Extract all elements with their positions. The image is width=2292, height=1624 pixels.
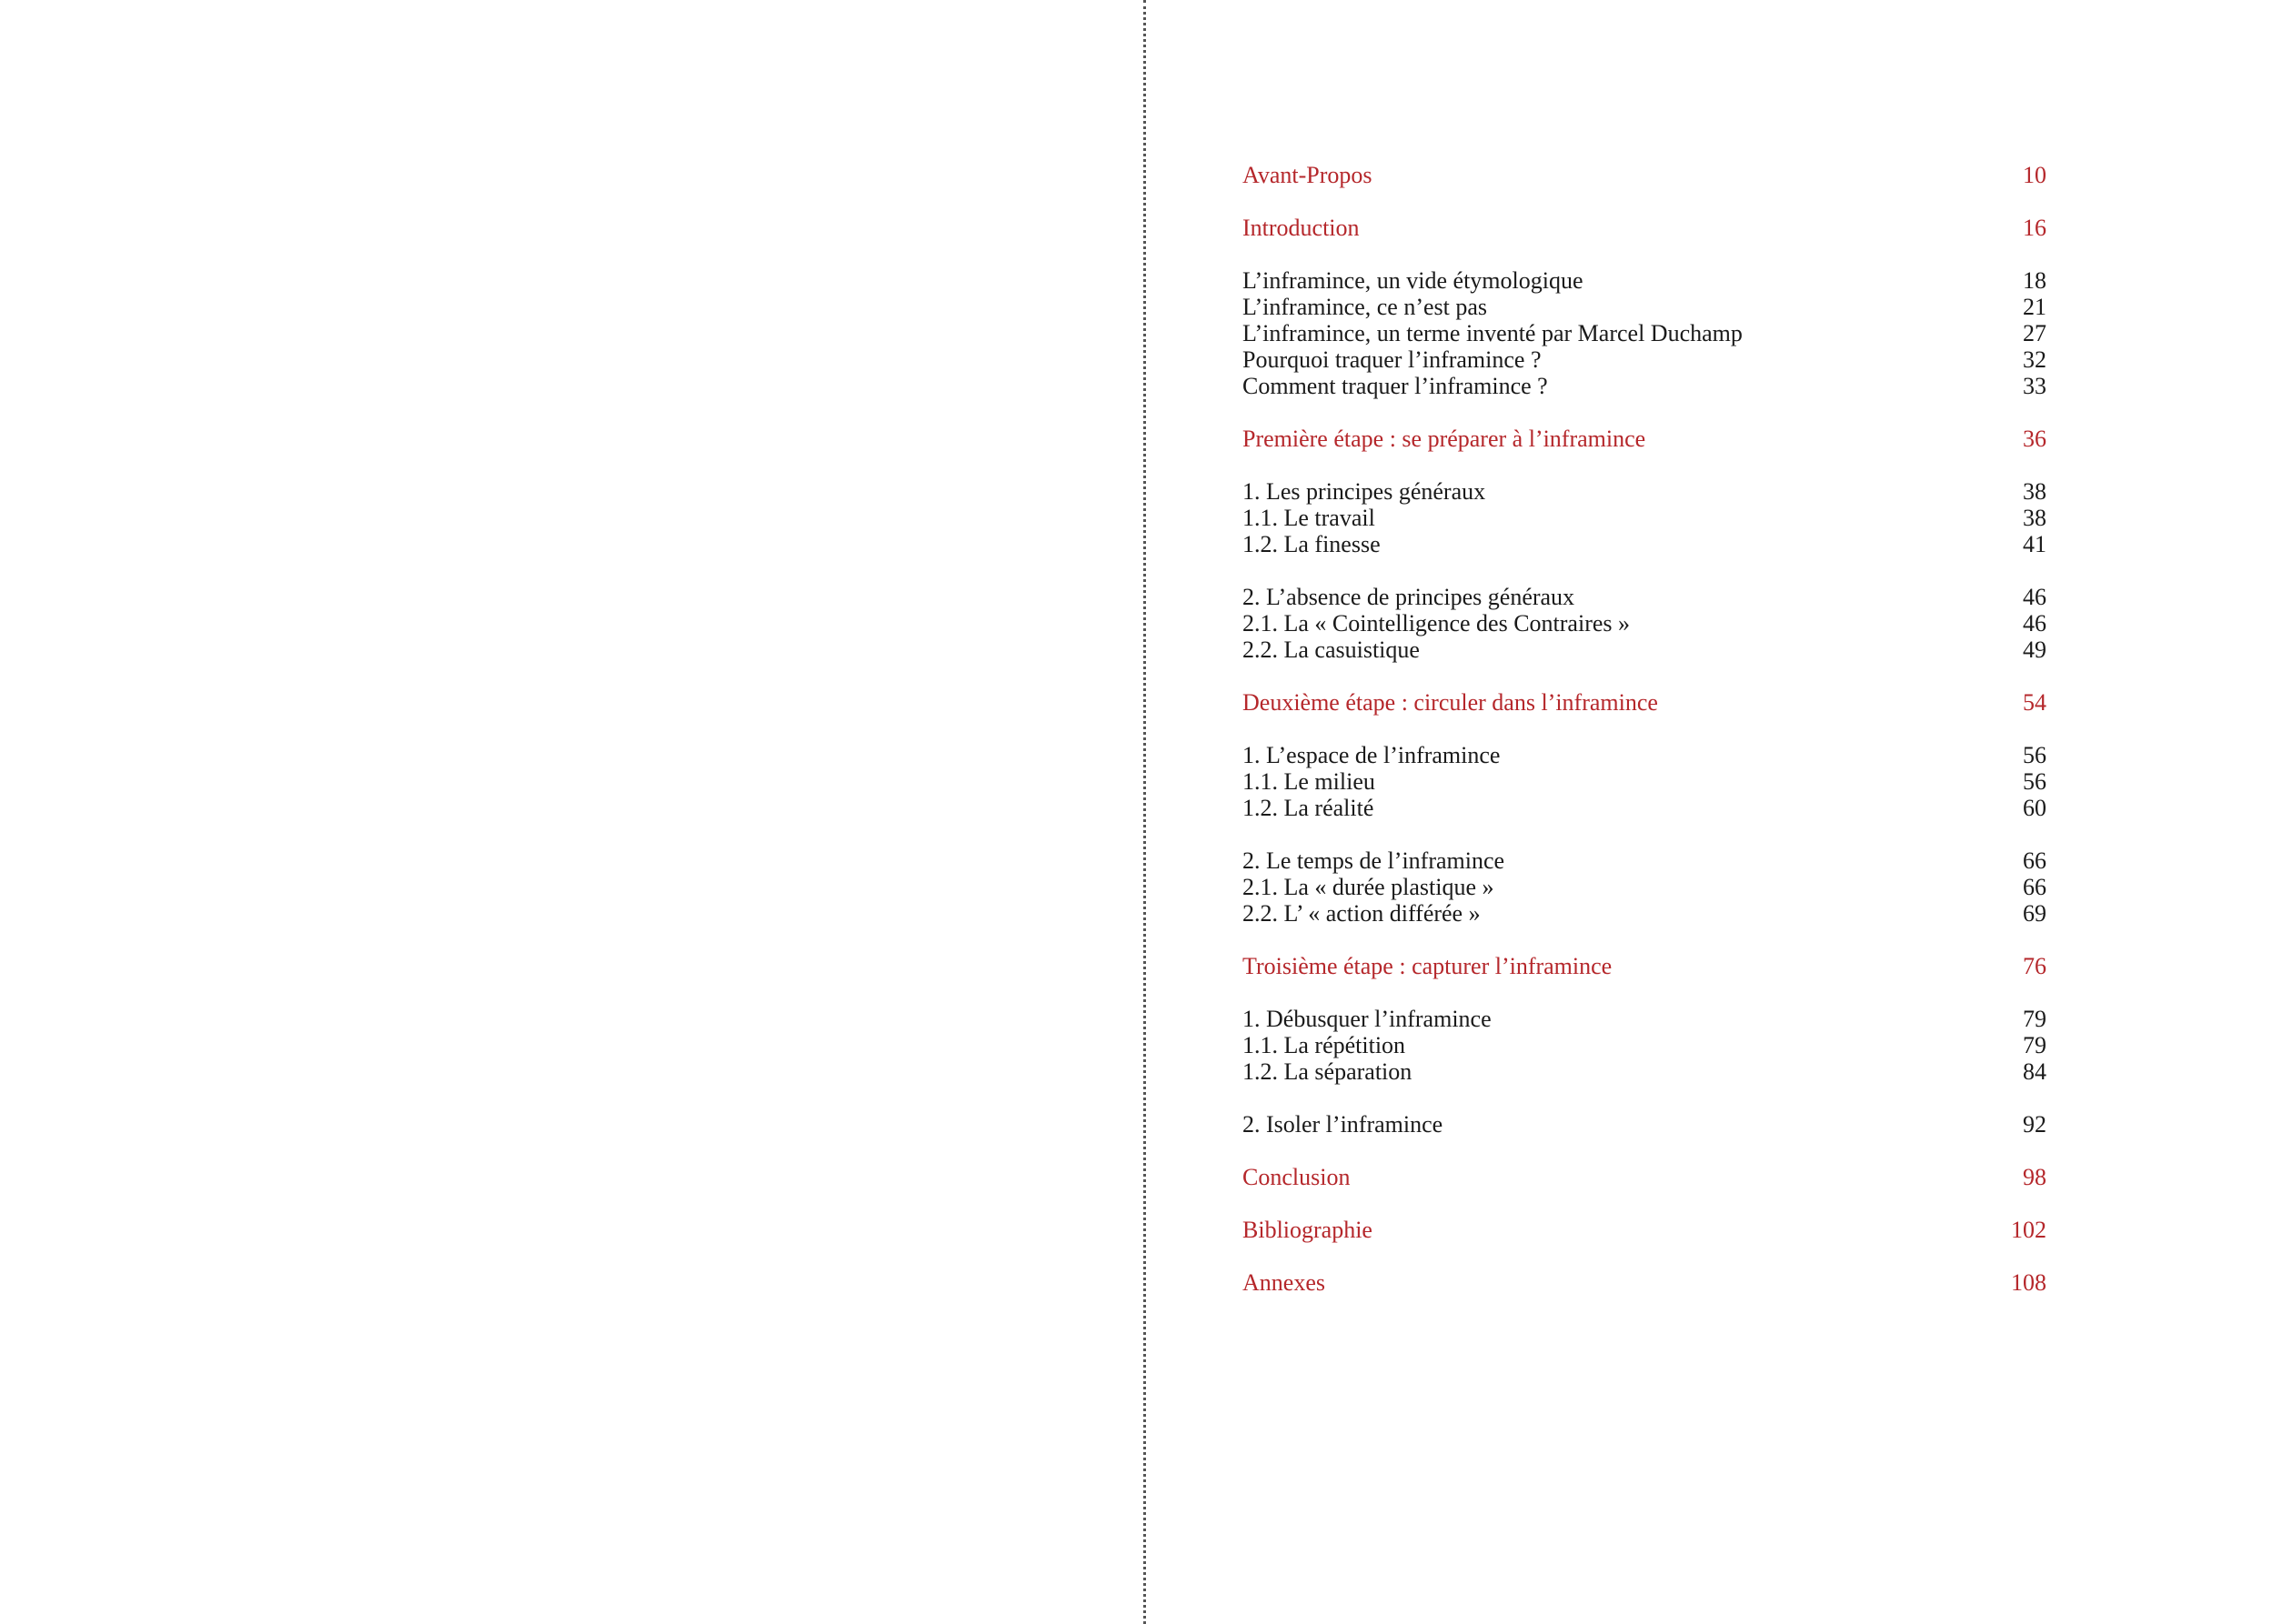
toc-entry-row: [1242, 320, 2046, 346]
toc-page-number: 60: [2023, 795, 2046, 821]
toc-entry-row: [1242, 768, 2046, 795]
toc-entry-title: 2.1. La « Cointelligence des Contraires »: [1242, 610, 1631, 637]
toc-spacer: [1242, 188, 2046, 215]
toc-page-number: 76: [2023, 953, 2046, 979]
toc-entry-row: [1242, 1032, 2046, 1058]
toc-entry-row: [1242, 874, 2046, 900]
toc-entry-row: [1242, 531, 2046, 557]
toc-entry-row: [1242, 610, 2046, 637]
toc-chapter-row: [1242, 689, 2046, 716]
toc-entry-title: Pourquoi traquer l’inframince ?: [1242, 346, 1542, 373]
toc-page-number: 98: [2023, 1164, 2046, 1190]
toc-entry-title: 1.2. La réalité: [1242, 795, 1374, 821]
toc-page-number: 69: [2023, 900, 2046, 927]
toc-page-number: 32: [2023, 346, 2046, 373]
toc-chapter-row: [1242, 953, 2046, 979]
toc-entry-row: [1242, 847, 2046, 874]
toc-page-number: 56: [2023, 742, 2046, 768]
toc-page-number: 49: [2023, 637, 2046, 663]
toc-entry-row: [1242, 742, 2046, 768]
toc-entry-title: Conclusion: [1242, 1164, 1351, 1190]
toc-entry-title: 2. Isoler l’inframince: [1242, 1111, 1443, 1138]
toc-entry-title: 2.1. La « durée plastique »: [1242, 874, 1494, 900]
toc-entry-row: [1242, 346, 2046, 373]
toc-entry-row: [1242, 795, 2046, 821]
toc-entry-row: [1242, 478, 2046, 505]
toc-page-number: 46: [2023, 610, 2046, 637]
toc-page-number: 38: [2023, 478, 2046, 505]
toc-page-number: 66: [2023, 847, 2046, 874]
toc-entry-row: [1242, 294, 2046, 320]
toc-spacer: [1242, 1190, 2046, 1217]
toc-spacer: [1242, 663, 2046, 689]
toc-chapter-row: [1242, 1269, 2046, 1296]
toc-entry-row: [1242, 505, 2046, 531]
toc-page-number: 54: [2023, 689, 2046, 716]
toc-spacer: [1242, 979, 2046, 1006]
toc-entry-title: 1.2. La séparation: [1242, 1058, 1412, 1085]
toc-entry-title: 2. L’absence de principes généraux: [1242, 584, 1575, 610]
toc-entry-title: Introduction: [1242, 215, 1360, 241]
toc-chapter-row: [1242, 1164, 2046, 1190]
toc-chapter-row: [1242, 215, 2046, 241]
toc-spacer: [1242, 927, 2046, 953]
toc-entry-title: Avant-Propos: [1242, 162, 1372, 188]
toc-chapter-row: [1242, 162, 2046, 188]
toc-spacer: [1242, 821, 2046, 847]
toc-entry-title: 1. L’espace de l’inframince: [1242, 742, 1501, 768]
toc-page-number: 66: [2023, 874, 2046, 900]
toc-page-number: 84: [2023, 1058, 2046, 1085]
toc-entry-title: L’inframince, ce n’est pas: [1242, 294, 1488, 320]
toc-entry-title: L’inframince, un terme inventé par Marcel Duchamp: [1242, 320, 1743, 346]
toc-spacer: [1242, 716, 2046, 742]
toc-entry-title: Première étape : se préparer à l’inframince: [1242, 426, 1646, 452]
toc-entry-row: [1242, 900, 2046, 927]
toc-page-number: 79: [2023, 1032, 2046, 1058]
left-page-blank: [0, 0, 1142, 1624]
toc-entry-title: 1.1. La répétition: [1242, 1032, 1406, 1058]
toc-entry-title: 1. Débusquer l’inframince: [1242, 1006, 1492, 1032]
toc-page-number: 102: [2011, 1217, 2046, 1243]
toc-entry-title: 1.1. Le travail: [1242, 505, 1375, 531]
toc-page-number: 79: [2023, 1006, 2046, 1032]
toc-entry-row: [1242, 1006, 2046, 1032]
toc-entry-row: [1242, 1111, 2046, 1138]
toc-entry-title: Deuxième étape : circuler dans l’inframince: [1242, 689, 1658, 716]
toc-entry-title: 2.2. L’ « action différée »: [1242, 900, 1481, 927]
toc-page-number: 10: [2023, 162, 2046, 188]
toc-page-number: 41: [2023, 531, 2046, 557]
toc-spacer: [1242, 1138, 2046, 1164]
toc-entry-title: Troisième étape : capturer l’inframince: [1242, 953, 1613, 979]
table-of-contents: [1242, 162, 2046, 1296]
toc-entry-title: Bibliographie: [1242, 1217, 1372, 1243]
toc-page-number: 92: [2023, 1111, 2046, 1138]
toc-entry-title: 1.1. Le milieu: [1242, 768, 1375, 795]
toc-entry-row: [1242, 584, 2046, 610]
toc-chapter-row: [1242, 426, 2046, 452]
toc-chapter-row: [1242, 1217, 2046, 1243]
toc-spacer: [1242, 452, 2046, 478]
toc-entry-row: [1242, 267, 2046, 294]
toc-page-number: 21: [2023, 294, 2046, 320]
toc-page-number: 18: [2023, 267, 2046, 294]
toc-spacer: [1242, 241, 2046, 267]
toc-spacer: [1242, 557, 2046, 584]
toc-entry-title: 2.2. La casuistique: [1242, 637, 1420, 663]
toc-page-number: 56: [2023, 768, 2046, 795]
toc-entry-title: Annexes: [1242, 1269, 1325, 1296]
toc-spacer: [1242, 399, 2046, 426]
toc-page-number: 46: [2023, 584, 2046, 610]
toc-page-number: 16: [2023, 215, 2046, 241]
toc-entry-title: Comment traquer l’inframince ?: [1242, 373, 1548, 399]
toc-entry-title: 1. Les principes généraux: [1242, 478, 1486, 505]
toc-spacer: [1242, 1243, 2046, 1269]
toc-entry-title: L’inframince, un vide étymologique: [1242, 267, 1583, 294]
toc-entry-title: 2. Le temps de l’inframince: [1242, 847, 1505, 874]
toc-page-number: 108: [2011, 1269, 2046, 1296]
toc-page-number: 27: [2023, 320, 2046, 346]
toc-page-number: 38: [2023, 505, 2046, 531]
toc-entry-title: 1.2. La finesse: [1242, 531, 1381, 557]
toc-entry-row: [1242, 373, 2046, 399]
toc-entry-row: [1242, 637, 2046, 663]
toc-entry-row: [1242, 1058, 2046, 1085]
toc-page-number: 36: [2023, 426, 2046, 452]
toc-page-number: 33: [2023, 373, 2046, 399]
toc-spacer: [1242, 1085, 2046, 1111]
